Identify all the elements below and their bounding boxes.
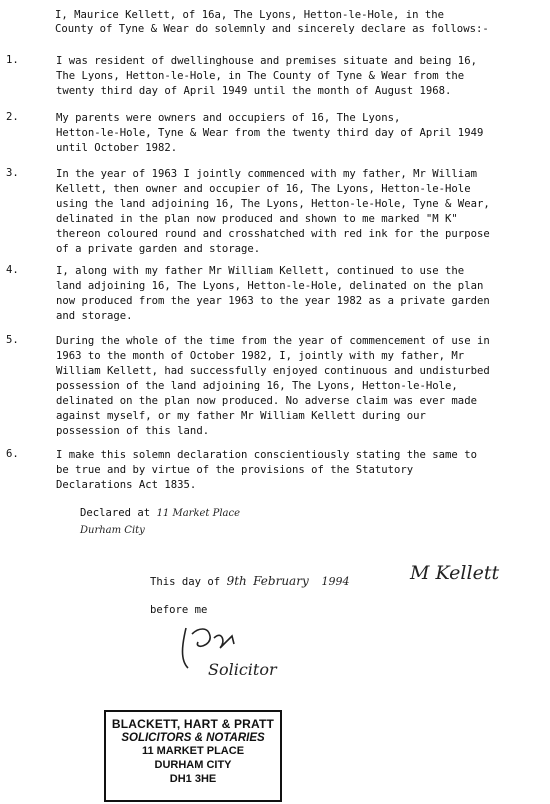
paragraph-number: 3.: [6, 167, 19, 179]
paragraph-number: 1.: [6, 54, 19, 66]
solicitors-stamp: [104, 710, 282, 802]
thisday-label: This day of: [150, 576, 221, 588]
intro-text: I, Maurice Kellett, of 16a, The Lyons, Hetton-le-Hole, in the County of Tyne & Wear do solemnly and sincerely declare as follows:-: [55, 9, 489, 35]
date-line: [150, 574, 350, 588]
stamp-firm-name: BLACKETT, HART & PRATT: [111, 717, 275, 731]
paragraph-text: My parents were owners and occupiers of 16, The Lyons, Hetton-le-Hole, Tyne & Wear from the twenty third day of April 1949 until October 1982.: [56, 112, 484, 154]
declared-place-handwriting: 11 Market Place: [156, 508, 241, 519]
paragraph-text: I, along with my father Mr William Kellett, continued to use the land adjoining 16, The Lyons, Hetton-le-Hole, delinated on the plan now produced from the year 1963 to the year 1982 as a private garden and storage.: [56, 265, 490, 322]
declared-label: Declared at: [80, 507, 151, 519]
declared-at: [80, 505, 240, 539]
solicitor-signature: Solicitor: [208, 660, 277, 679]
paragraph-number: 5.: [6, 334, 19, 346]
date-day-handwriting: 9th: [226, 574, 247, 588]
date-year-handwriting: 1994: [321, 575, 350, 588]
paragraph-number: 6.: [6, 448, 19, 460]
stamp-firm-type: SOLICITORS & NOTARIES: [121, 732, 265, 744]
paragraph-number: 4.: [6, 264, 19, 276]
before-me-label: before me: [150, 604, 208, 616]
stamp-city: DURHAM CITY: [154, 759, 232, 771]
paragraph-text: In the year of 1963 I jointly commenced with my father, Mr William Kellett, then owner and occupier of 16, The Lyons, Hetton-le-Hole using the land adjoining 16, The Lyons, Hetton-le-Hole, Tyne & Wear, delinated in the plan now produced and shown to me marked "M K" thereon coloured round and crosshatched with red ink for the purpose of a private garden and storage.: [56, 168, 490, 255]
stamp-postcode: DH1 3HE: [169, 773, 217, 785]
paragraph-text: I make this solemn declaration conscientiously stating the same to be true and by virtue of the provisions of the Statutory Declarations Act 1835.: [56, 449, 477, 491]
paragraph-number: 2.: [6, 111, 19, 123]
paragraph-text: I was resident of dwellinghouse and premises situate and being 16, The Lyons, Hetton-le-Hole, in The County of Tyne & Wear from the twenty third day of April 1949 until the month of August 1968.: [56, 55, 477, 97]
date-month-handwriting: February: [253, 574, 309, 588]
stamp-street: 11 MARKET PLACE: [141, 745, 245, 757]
declarant-signature: M Kellett: [410, 562, 500, 584]
declared-city-handwriting: Durham City: [80, 525, 145, 536]
paragraph-text: During the whole of the time from the year of commencement of use in 1963 to the month of October 1982, I, jointly with my father, Mr William Kellett, had successfully enjoyed continuous and undisturbed possession of the land adjoining 16, The Lyons, Hetton-le-Hole, delinated on the plan now produced. No adverse claim was ever made against myself, or my father Mr William Kellett during our possession of this land.: [56, 335, 490, 437]
